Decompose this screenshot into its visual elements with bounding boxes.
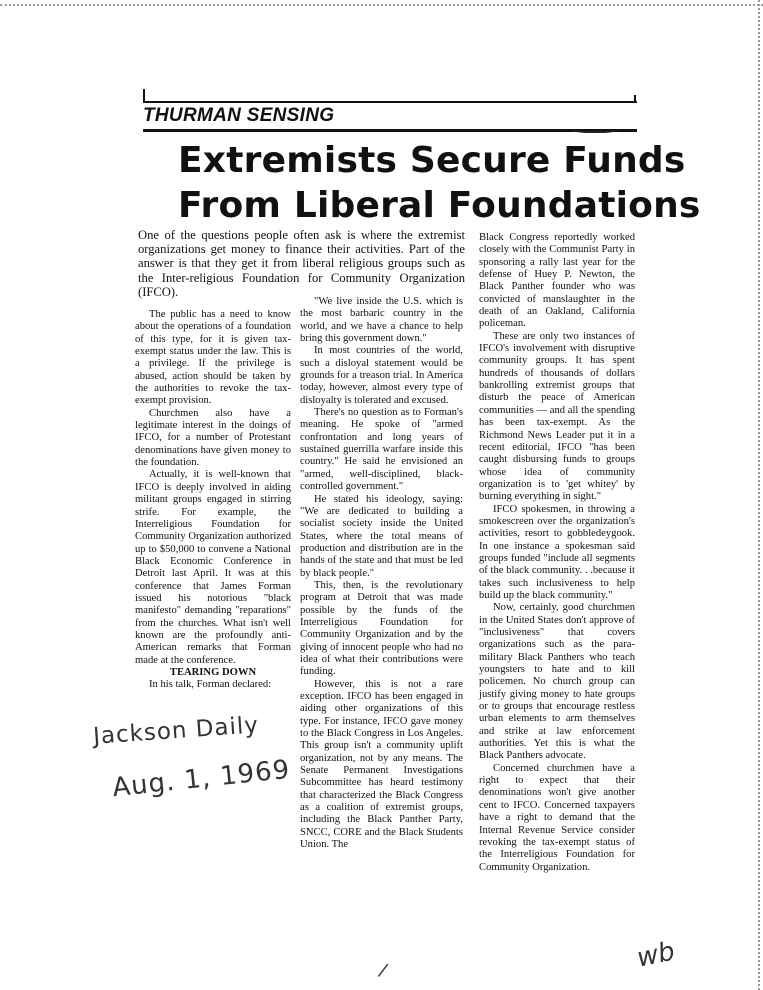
rule-tick-right: [634, 95, 636, 103]
paragraph: In his talk, Forman declared:: [149, 679, 272, 691]
paragraph: Concerned churchmen have a right to expect that their denominations won't give another cent to IFCO. Concerned taxpayers have a right to demand that the Internal Revenue Service consider revoking the tax-exempt status of the Interreligious Foundation for Community Organization.: [479, 762, 635, 873]
paragraph: These are only two instances of IFCO's involvement with disruptive community groups. It has spent hundreds of thousands of dollars bankrolling extremist groups that disturb the peace of American communities — and all the spending has been tax-exempt. As the Richmond News Leader put it in a recent editorial, IFCO "has been caught disbursing funds to groups whose idea of community organization is to 'get whitey' by burning everything in sight.": [479, 330, 635, 503]
column-1: [135, 309, 291, 692]
handwritten-mark: /: [376, 959, 390, 982]
paragraph: However, this is not a rare exception. IFCO has been engaged in aiding other organizations of this type. For instance, IFCO gave money to the Black Congress in Los Angeles. This group isn't a community uplift organization, not by any means. The Senate Permanent Investigations Subcommittee has heard testimony that characterized the Black Congress as a coalition of extremist groups, including the Black Panther Party, SNCC, CORE and the Black Students Union. The: [300, 678, 463, 851]
top-rule: [143, 101, 637, 103]
headline-line-1: Extremists Secure Funds: [178, 140, 686, 181]
headline: [178, 138, 701, 228]
lead-paragraph: One of the questions people often ask is where the extremist organizations get money to finance their activities. Part of the answer is that they get it from liberal religious groups such as the Inter-religious Foundation for Community Organization (IFCO).: [138, 228, 465, 299]
paragraph: In most countries of the world, such a disloyal statement would be grounds for a treason trial. In America today, however, almost every type of disloyalty is tolerated and excused.: [300, 345, 463, 406]
handwritten-initials: wb: [634, 936, 678, 974]
column-rule: [143, 129, 637, 132]
handwritten-date: Aug. 1, 1969: [110, 754, 292, 804]
scan-border-right: [758, 0, 760, 990]
paragraph: Churchmen also have a legitimate interest in the doings of IFCO, for a number of Protestant denominations have given money to the foundation.: [135, 407, 291, 469]
headline-line-2: From Liberal Foundations: [178, 185, 701, 226]
paragraph: This, then, is the revolutionary program at Detroit that was made possible by the funds of the Interreligious Foundation for Community Organization and by the giving of innocent people who had no idea of what their contributions were funding.: [300, 579, 463, 678]
paragraph: He stated his ideology, saying: "We are dedicated to building a socialist society inside the United States, where the total means of production and distribution are in the hands of the state and that must be led by black people.": [300, 493, 463, 579]
paragraph: Actually, it is well-known that IFCO is deeply involved in aiding militant groups engaged in stirring strife. For example, the Interreligious Foundation for Community Organization authorized up to $50,000 to convene a National Black Economic Conference in Detroit last April. It was at this conference that James Forman issued his notorious "black manifesto" demanding "reparations" from the churches. What isn't well known are the profoundly anti-American remarks that Forman made at the conference.: [135, 469, 291, 666]
paragraph: IFCO spokesmen, in throwing a smokescreen over the organization's activities, resort to gobbledeygook. In one instance a spokesman said groups funded "include all segments of the black community. . .because it takes such inclusiveness to help build up the black community.": [479, 503, 635, 601]
column-3: [479, 232, 635, 874]
scan-border-top: [0, 4, 763, 6]
pen-mark: [570, 123, 620, 133]
subhead: TEARING DOWN: [169, 666, 257, 678]
paragraph: The public has a need to know about the operations of a foundation of this type, for it is given tax-exempt status under the law. This is a privilege. If the privilege is abused, action should be taken by the authorities to revoke the tax-exempt provision.: [135, 309, 291, 407]
paragraph: "We live inside the U.S. which is the most barbaric country in the world, and we have a chance to help bring this government down.": [300, 296, 463, 345]
column-2: [300, 296, 463, 851]
paragraph: Now, certainly, good churchmen in the United States don't approve of "inclusiveness" that covers organizations such as the para-military Black Panthers who teach youngsters to hate and to kill policemen. No church group can justify giving money to hate groups or to groups that encourage restless urban elements to arm themselves and strike at law enforcement authorities. Yet this is what the Black Panthers advocate.: [479, 602, 635, 762]
paragraph: There's no question as to Forman's meaning. He spoke of "armed confrontation and long years of sustained guerrilla warfare inside this country." He said he envisioned an "armed, well-disciplined, black-controlled government.": [300, 407, 463, 493]
handwritten-source: Jackson Daily: [92, 712, 260, 750]
column-name: THURMAN SENSING: [143, 105, 335, 126]
paragraph: Black Congress reportedly worked closely with the Communist Party in sponsoring a rally last year for the defense of Huey P. Newton, the Black Panther founder who was convicted of manslaughter in the death of an Oakland, California policeman.: [479, 232, 635, 330]
